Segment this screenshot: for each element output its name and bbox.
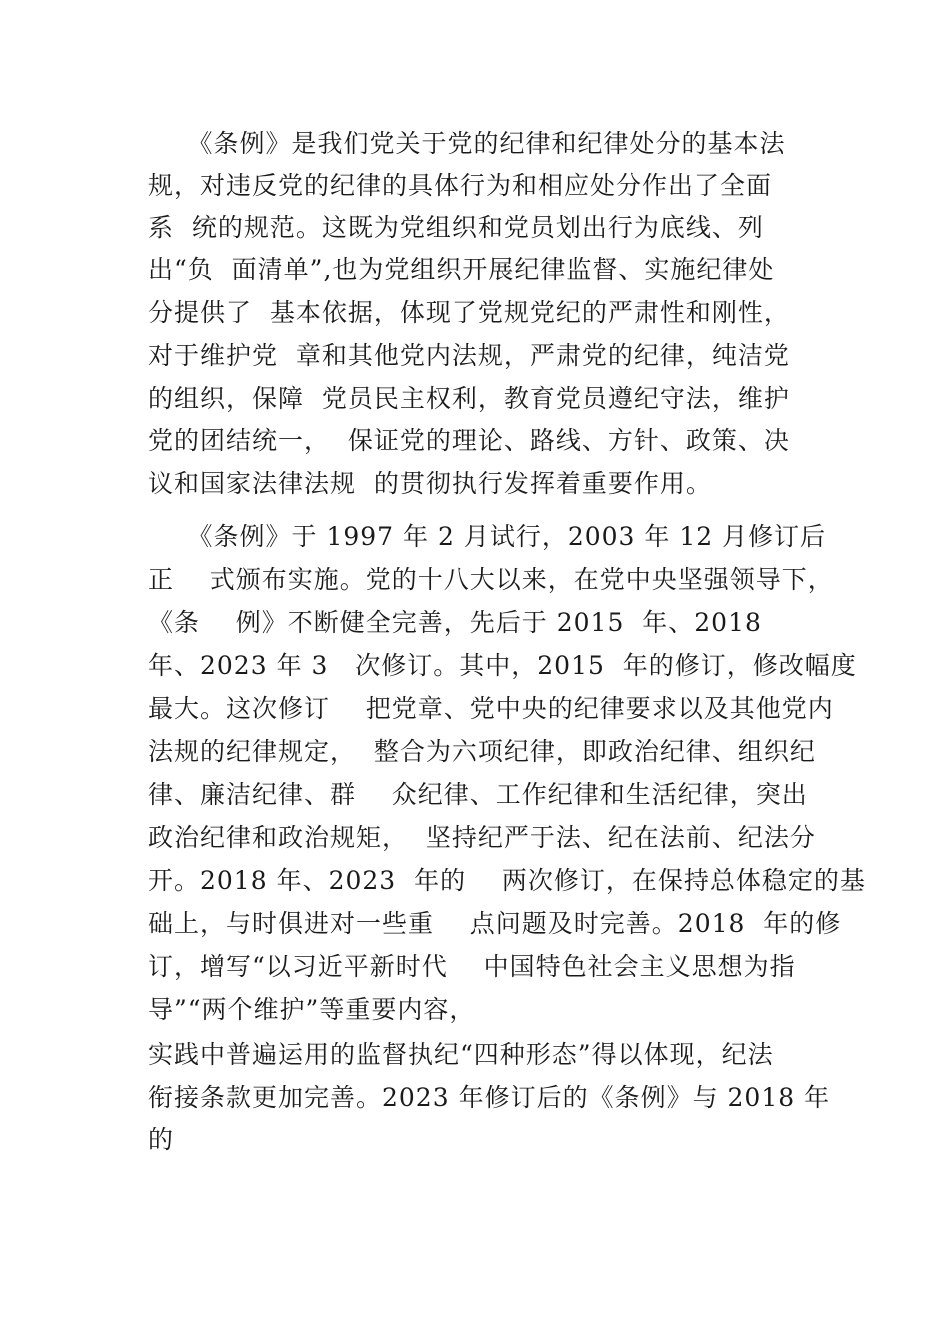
text-line: 衔接条款更加完善。2023 年修订后的《条例》与 2018 年 (148, 1083, 831, 1112)
text-line: 开。2018 年、2023 年的 两次修订，在保持总体稳定的基 (148, 866, 866, 895)
text-line: 的组织，保障 党员民主权利，教育党员遵纪守法，维护 (148, 384, 790, 413)
text-line: 分提供了 基本依据，体现了党规党纪的严肃性和刚性， (148, 298, 790, 327)
text-line: 出“负 面清单”,也为党组织开展纪律监督、实施纪律处 (148, 255, 775, 284)
text-line: 法规的纪律规定， 整合为六项纪律，即政治纪律、组织纪 (148, 737, 816, 766)
text-line: 导”“两个维护”等重要内容， (148, 995, 476, 1024)
text-line: 议和国家法律法规 的贯彻执行发挥着重要作用。 (148, 469, 712, 498)
text-line: 对于维护党 章和其他党内法规，严肃党的纪律，纯洁党 (148, 341, 790, 370)
text-line: 《条 例》不断健全完善，先后于 2015 年、2018 (148, 608, 762, 637)
text-line: 年、2023 年 3 次修订。其中，2015 年的修订，修改幅度 (148, 651, 857, 680)
text-line: 党的团结统一， 保证党的理论、路线、方针、政策、决 (148, 426, 790, 455)
text-line: 规，对违反党的纪律的具体行为和相应处分作出了全面 (148, 171, 773, 200)
text-line: 实践中普遍运用的监督执纪“四种形态”得以体现，纪法 (148, 1040, 774, 1069)
text-line: 《条例》是我们党关于党的纪律和纪律处分的基本法 (148, 129, 786, 158)
text-line: 础上，与时俱进对一些重 点问题及时完善。2018 年的修 (148, 909, 842, 938)
text-line: 《条例》于 1997 年 2 月试行，2003 年 12 月修订后 (148, 522, 827, 551)
text-line: 政治纪律和政治规矩， 坚持纪严于法、纪在法前、纪法分 (148, 823, 816, 852)
text-line: 律、廉洁纪律、群 众纪律、工作纪律和生活纪律，突出 (148, 780, 808, 809)
text-line: 系 统的规范。这既为党组织和党员划出行为底线、列 (148, 213, 764, 242)
text-line: 的 (148, 1125, 175, 1154)
text-line: 订，增写“以习近平新时代 中国特色社会主义思想为指 (148, 952, 796, 981)
text-line: 最大。这次修订 把党章、党中央的纪律要求以及其他党内 (148, 694, 834, 723)
text-line: 正 式颁布实施。党的十八大以来，在党中央坚强领导下， (148, 565, 834, 594)
